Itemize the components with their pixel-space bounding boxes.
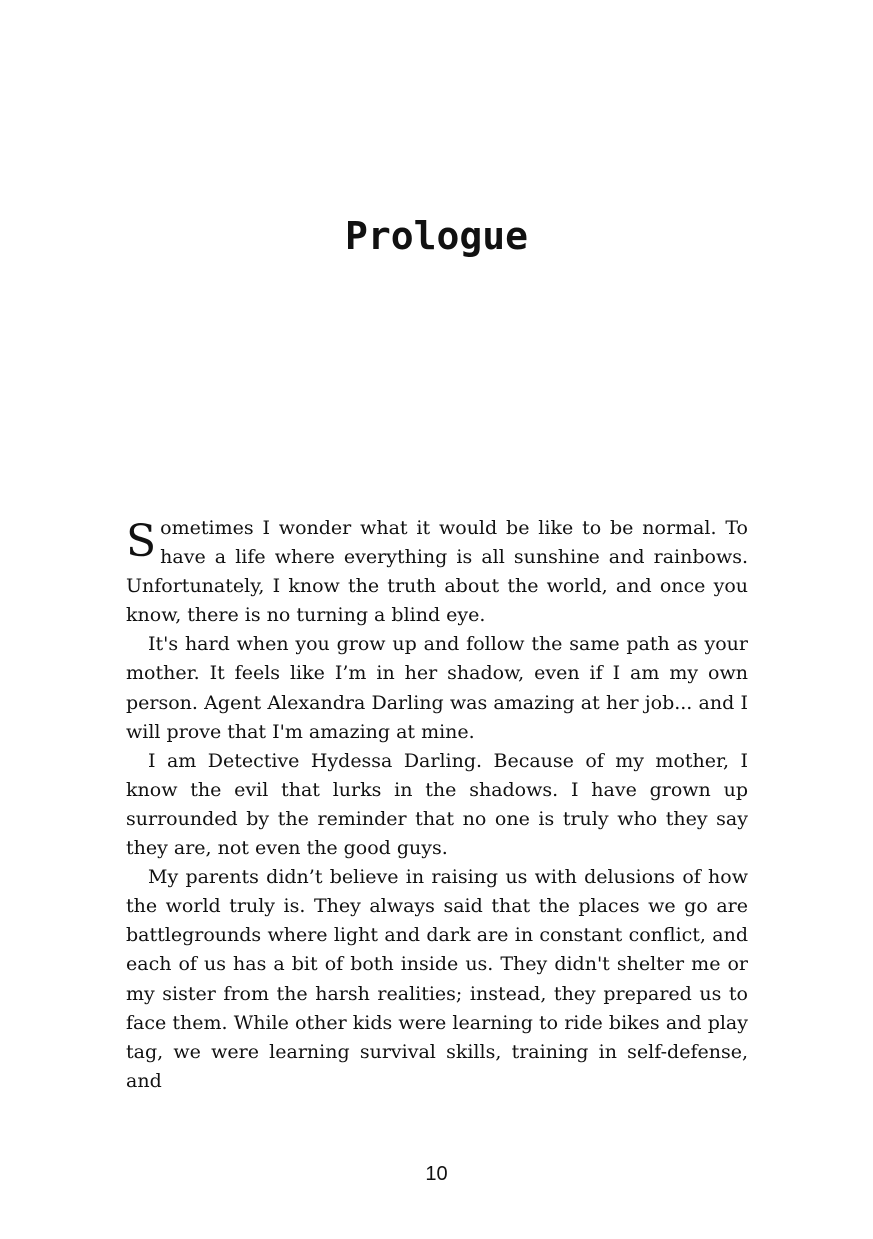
paragraph-3: I am Detective Hydessa Darling. Because of my mother, I know the evil that lurks in the shadows. I have grown up surrounded by the reminder that no one is truly who they say they are, not even the good guys. <box>126 749 748 860</box>
page-number: 10 <box>425 1163 448 1185</box>
chapter-title: Prologue <box>344 214 529 258</box>
paragraph-1-text: ometimes I wonder what it would be like to be normal. To have a life where everything is all sunshine and rainbows. Unfortunately, I know the truth about the world, and once you know, there is no turning a blind eye. <box>126 517 748 627</box>
drop-cap: S <box>126 516 157 567</box>
prologue-body <box>126 514 748 1096</box>
paragraph-4: My parents didn’t believe in raising us with delusions of how the world truly is. They always said that the places we go are battlegrounds where light and dark are in constant conflict, and each of us has a bit of both inside us. They didn't shelter me or my sister from the harsh realities; instead, they prepared us to face them. While other kids were learning to ride bikes and play tag, we were learning survival skills, training in self-defense, and <box>126 866 748 1092</box>
paragraph-1 <box>126 514 748 630</box>
paragraph-2: It's hard when you grow up and follow the same path as your mother. It feels like I’m in her shadow, even if I am my own person. Agent Alexandra Darling was amazing at her job... and I will prove that I'm amazing at mine. <box>126 633 748 743</box>
